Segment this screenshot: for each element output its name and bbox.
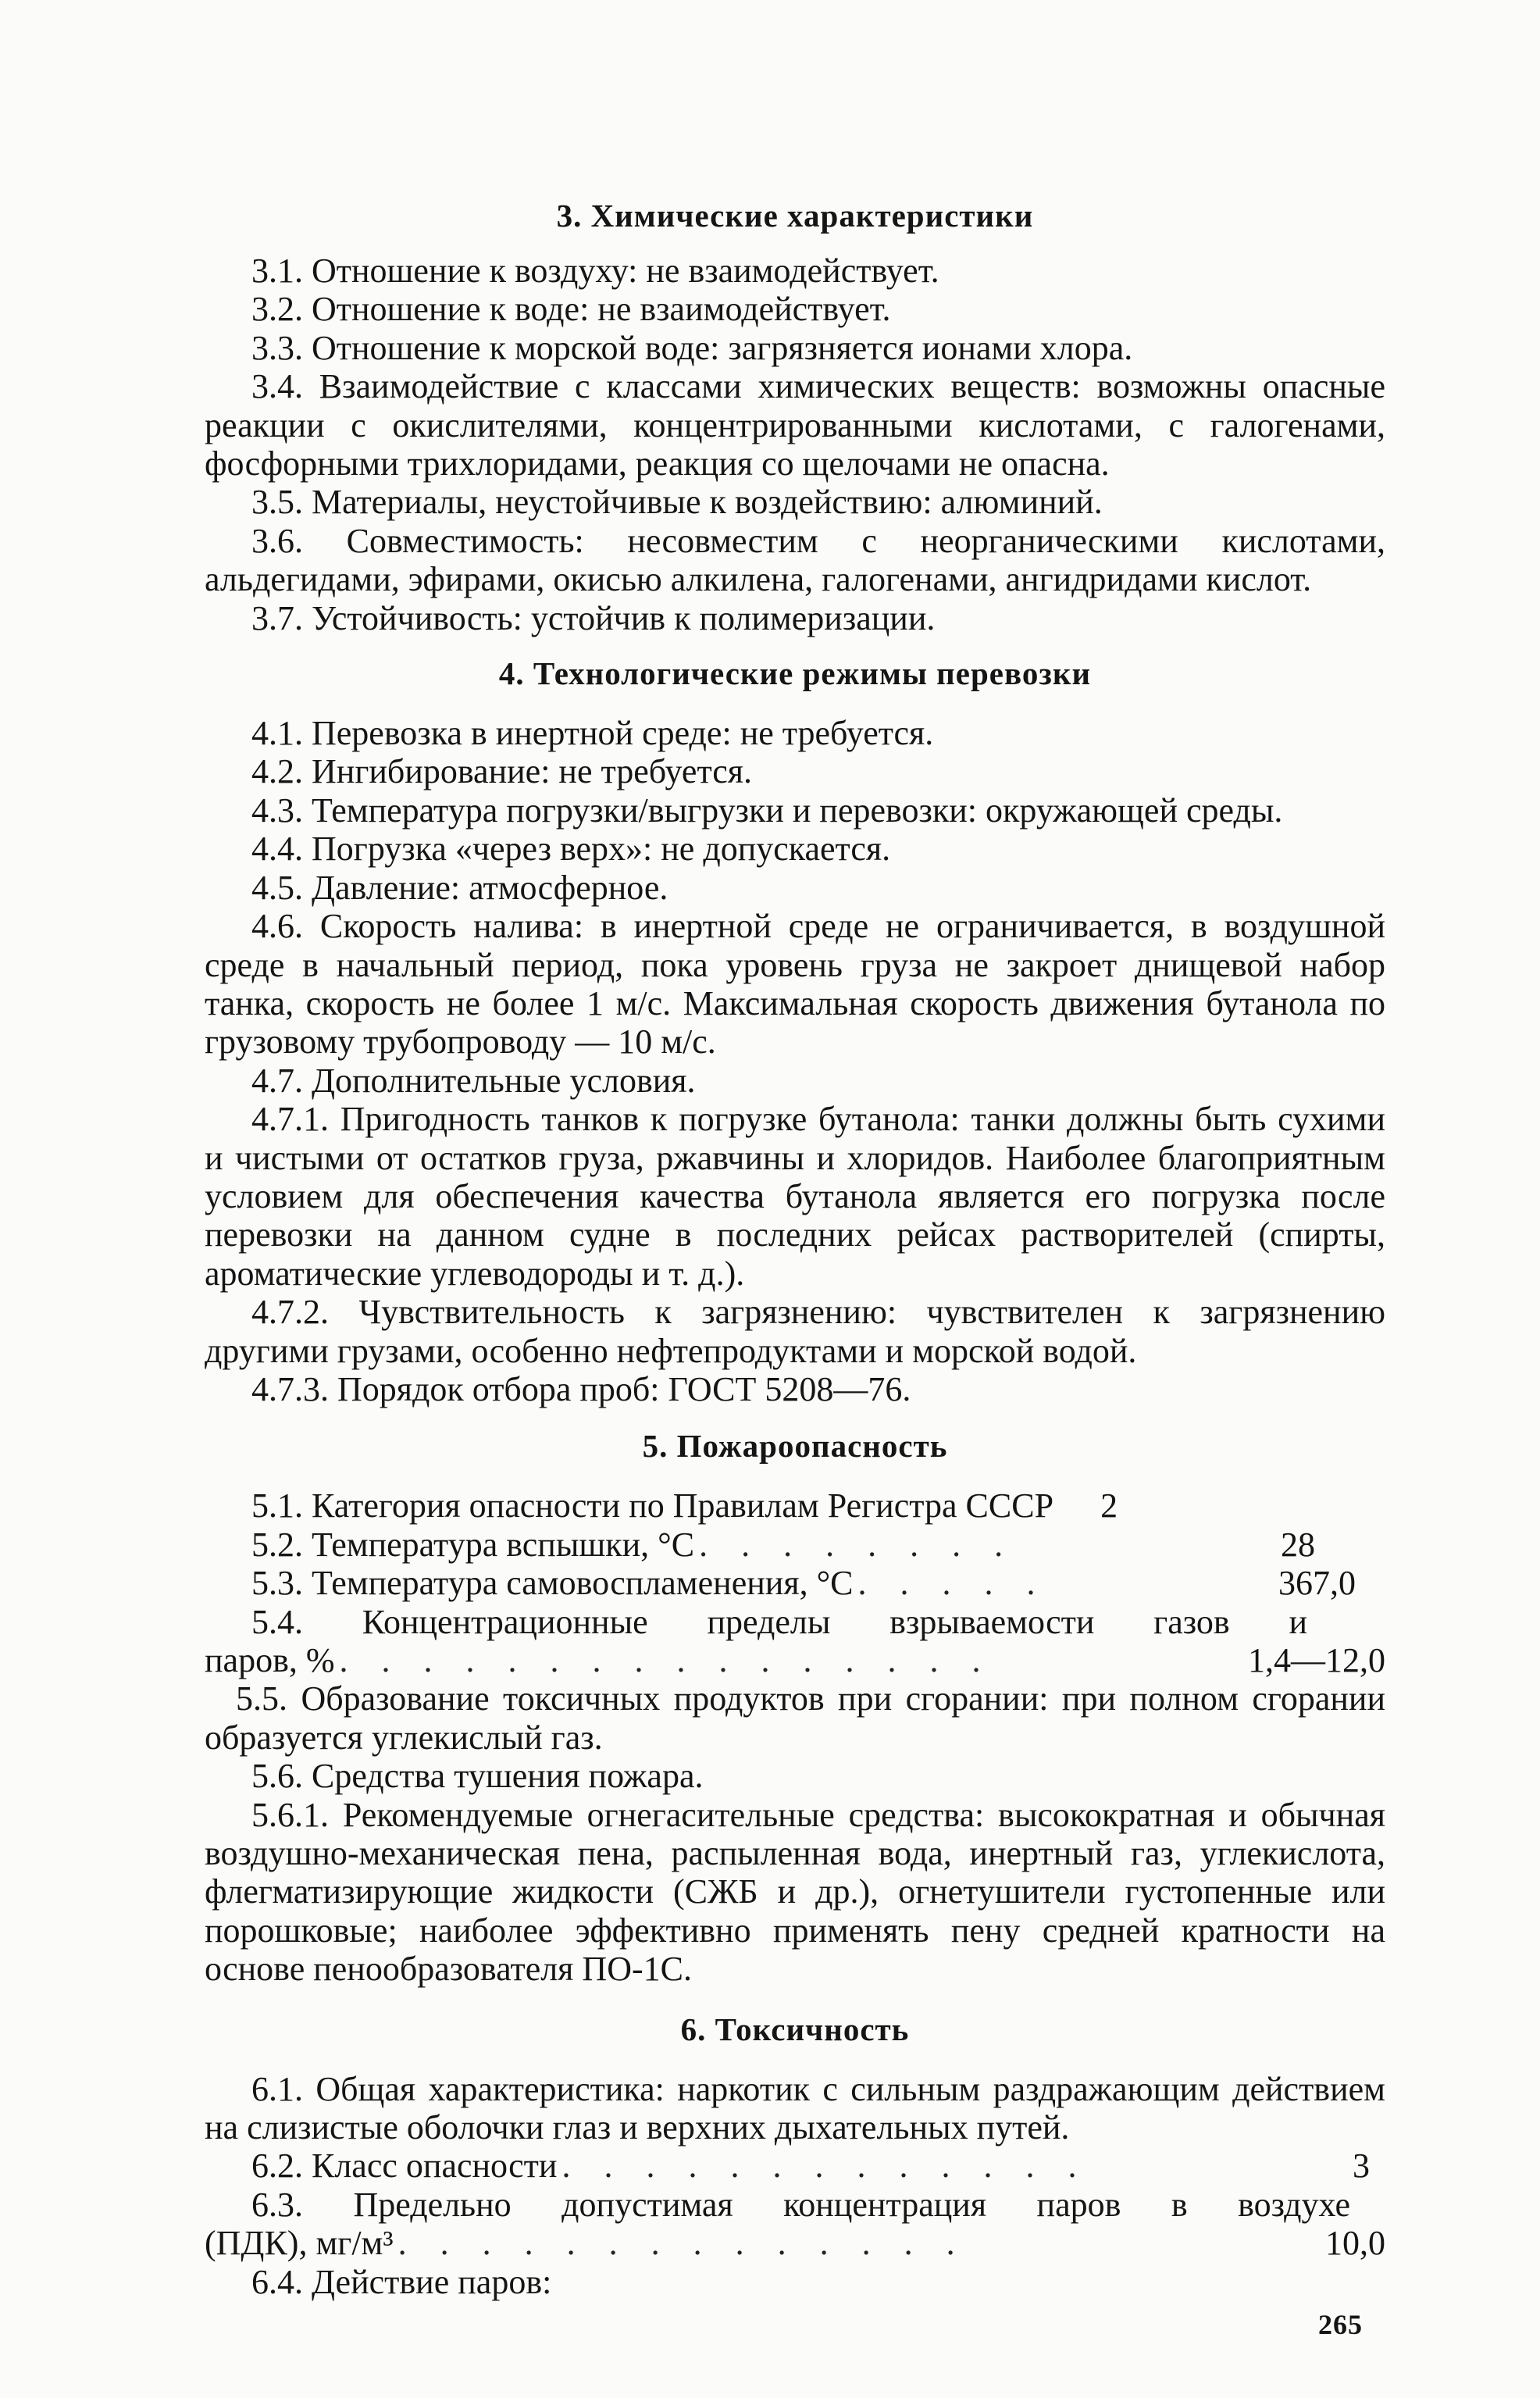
section-5: [205, 1426, 1385, 1988]
paragraph: 4.7.3. Порядок отбора проб: ГОСТ 5208—76.: [251, 1369, 911, 1408]
leader-dots: . . . . . . . . . . . . .: [561, 2146, 1089, 2186]
paragraph: 4.7.2. Чувствительность к загрязнению: чувствителен к загрязнению другими грузами, особенно нефтепродуктами и морской водой.: [205, 1293, 1385, 1370]
paragraph: 5.4. Концентрационные пределы взрываемости газов и: [251, 1602, 1307, 1641]
leader-dots: . . . . . . . . . . . . . .: [397, 2224, 968, 2263]
row-value: 28: [1281, 1525, 1315, 1564]
section-3: [205, 195, 1385, 637]
paragraph: 6.1. Общая характеристика: наркотик с сильным раздражающим действием на слизистые оболочки глаз и верхних дыхательных путей.: [205, 2069, 1385, 2147]
paragraph: 4.7. Дополнительные условия.: [251, 1061, 696, 1100]
paragraph: 6.3. Предельно допустимая концентрация паров в воздухе: [251, 2185, 1350, 2224]
row-value: 1,4—12,0: [1248, 1641, 1385, 1679]
row-value: 10,0: [1325, 2224, 1385, 2263]
hazard-class-row: [205, 2146, 1385, 2185]
paragraph: 4.4. Погрузка «через верх»: не допускается.: [251, 830, 891, 869]
row-label: 5.2. Температура вспышки, °С: [251, 1525, 695, 1564]
paragraph: 4.5. Давление: атмосферное.: [251, 868, 668, 907]
paragraph: 5.6. Средства тушения пожара.: [251, 1757, 704, 1796]
leader-dots: . . . . .: [857, 1564, 1048, 1603]
paragraph: 3.2. Отношение к воде: не взаимодействует.: [251, 290, 891, 329]
paragraph: 3.3. Отношение к морской воде: загрязняется ионами хлора.: [251, 328, 1133, 367]
paragraph: 3.7. Устойчивость: устойчив к полимеризации.: [251, 598, 936, 637]
section-heading: 6. Токсичность: [680, 2011, 910, 2047]
row-value: 367,0: [1278, 1564, 1356, 1603]
explosive-limits-row: [205, 1641, 1385, 1679]
row-value: 3: [1353, 2146, 1370, 2186]
section-4: [205, 653, 1385, 1408]
row-label: 5.3. Температура самовоспламенения, °С: [251, 1564, 854, 1603]
paragraph: 4.6. Скорость налива: в инертной среде не ограничивается, в воздушной среде в начальный период, пока уровень груза не закроет днищевой набор танка, скорость не более 1 м/с. Максимальная скорость движения бутанола по грузовому трубопроводу — 10 м/с.: [205, 907, 1385, 1062]
flash-point-row: [205, 1526, 1385, 1564]
paragraph: 3.1. Отношение к воздуху: не взаимодействует.: [251, 252, 939, 290]
section-heading: 4. Технологические режимы перевозки: [498, 655, 1092, 692]
autoignition-row: [205, 1564, 1385, 1602]
row-label: (ПДК), мг/м³: [205, 2224, 394, 2263]
hazard-category-row: [205, 1486, 1385, 1525]
row-label: 6.2. Класс опасности: [251, 2146, 558, 2186]
mac-row: [205, 2224, 1385, 2262]
leader-dots: . . . . . . . . . . . . . . . .: [339, 1641, 993, 1679]
paragraph: 4.1. Перевозка в инертной среде: не требуется.: [251, 714, 934, 753]
leader-dots: . . . . . . . .: [699, 1525, 1016, 1564]
paragraph: 4.7.1. Пригодность танков к погрузке бутанола: танки должны быть сухими и чистыми от остатков груза, ржавчины и хлоридов. Наиболее благоприятным условием для обеспечения качества бутанола является его погрузка после перевозки на данном судне в последних рейсах растворителей (спирты, ароматические углеводороды и т. д.).: [205, 1100, 1385, 1293]
paragraph: 4.3. Температура погрузки/выгрузки и перевозки: окружающей среды.: [251, 790, 1283, 830]
row-label: 5.1. Категория опасности по Правилам Регистра СССР: [251, 1486, 1054, 1526]
section-heading: 5. Пожароопасность: [642, 1428, 948, 1465]
page-number: 265: [1318, 2309, 1363, 2340]
paragraph: 4.2. Ингибирование: не требуется.: [251, 752, 752, 791]
row-label: паров, %: [205, 1641, 335, 1679]
paragraph: 5.5. Образование токсичных продуктов при сгорании: при полном сгорании образуется углекислый газ.: [205, 1679, 1385, 1757]
row-value: 2: [1100, 1486, 1118, 1526]
section-6: [205, 2009, 1385, 2301]
paragraph: 5.6.1. Рекомендуемые огнегасительные средства: высокократная и обычная воздушно-механическая пена, распыленная вода, инертный газ, углекислота, флегматизирующие жидкости (СЖБ и др.), огнетушители густопенные или порошковые; наиболее эффективно применять пену средней кратности на основе пенообразователя ПО-1С.: [205, 1795, 1385, 1989]
section-heading: 3. Химические характеристики: [556, 198, 1034, 234]
paragraph: 3.6. Совместимость: несовместим с неорганическими кислотами, альдегидами, эфирами, окисью алкилена, галогенами, ангидридами кислот.: [205, 521, 1385, 599]
document-page: [205, 195, 1385, 2301]
paragraph: 6.4. Действие паров:: [251, 2262, 552, 2301]
paragraph: 3.4. Взаимодействие с классами химических веществ: возможны опасные реакции с окислителями, концентрированными кислотами, с галогенами, фосфорными трихлоридами, реакция со щелочами не опасна.: [205, 367, 1385, 484]
paragraph: 3.5. Материалы, неустойчивые к воздействию: алюминий.: [251, 483, 1103, 522]
